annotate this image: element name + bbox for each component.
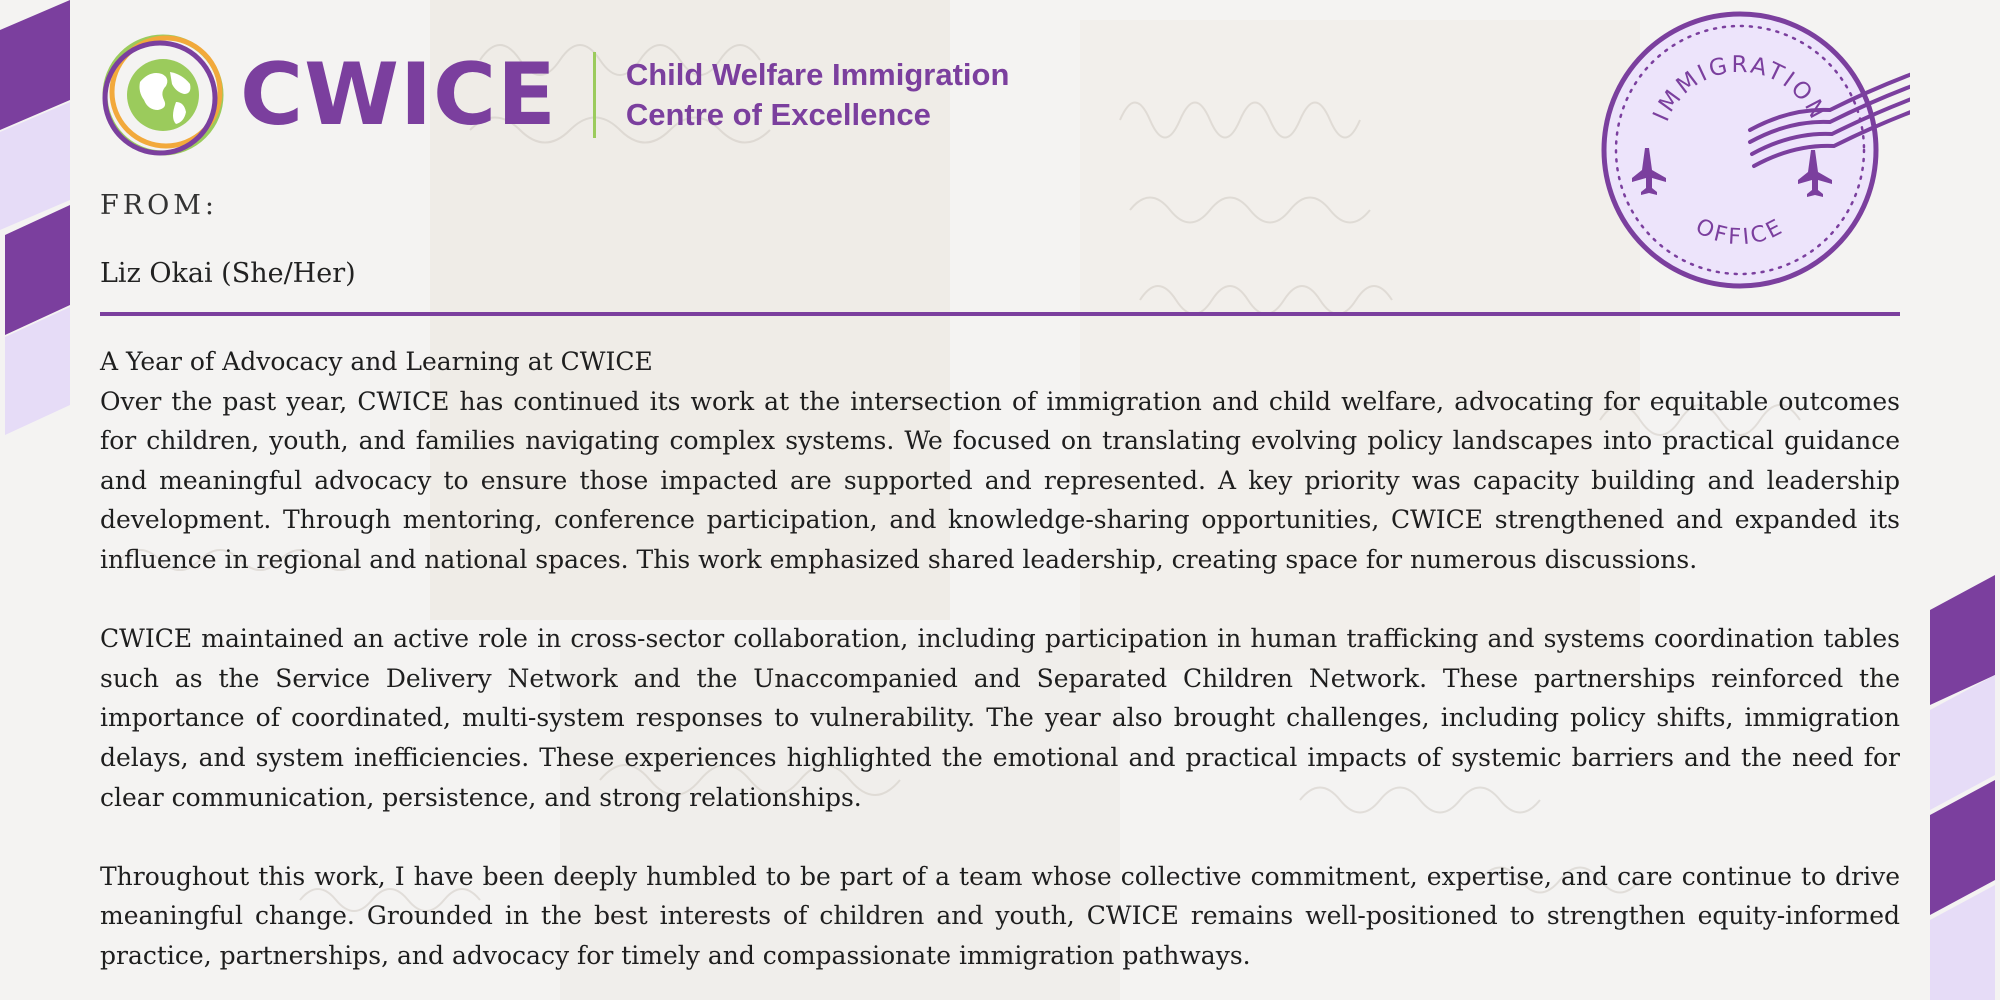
letter-paragraph: CWICE maintained an active role in cross-sector collaboration, including participation in human trafficking and systems coordination tables such as the Service Delivery Network and the Unaccompanied and Separated Children Network. These partnerships reinforced the importance of coordinated, multi-system responses to vulnerability. The year also brought challenges, including policy shifts, immigration delays, and system inefficiencies. These experiences highlighted the emotional and practical impacts of systemic barriers and the need for clear communication, persistence, and strong relationships. (100, 624, 1900, 812)
header-divider (100, 312, 1900, 316)
cwice-logo (100, 30, 1009, 160)
sender-name: Liz Okai (She/Her) (100, 258, 356, 289)
globe-icon (100, 32, 226, 158)
logo-subtitle-line1: Child Welfare Immigration (625, 57, 1010, 93)
letter-body (100, 342, 1900, 976)
right-stripe-decoration (1925, 575, 2000, 1000)
left-stripe-decoration (0, 0, 70, 440)
letter-heading: A Year of Advocacy and Learning at CWICE (100, 347, 653, 376)
stamp-bottom-text: OFFICE (1691, 214, 1789, 251)
logo-divider (593, 52, 596, 138)
letter-paragraph: Over the past year, CWICE has continued its work at the intersection of immigration and child welfare, advocating for equitable outcomes for children, youth, and families navigating complex systems. We focused on translating evolving policy landscapes into practical guidance and meaningful advocacy to ensure those impacted are supported and represented. A key priority was capacity building and leadership development. Through mentoring, conference participation, and knowledge-sharing opportunities, CWICE strengthened and expanded its influence in regional and national spaces. This work emphasized shared leadership, creating space for numerous discussions. (100, 386, 1900, 574)
logo-acronym: CWICE (240, 45, 557, 145)
from-label: FROM: (100, 190, 218, 221)
logo-subtitle (626, 55, 1010, 134)
immigration-office-stamp (1570, 10, 1910, 295)
letter-paragraph: Throughout this work, I have been deeply humbled to be part of a team whose collective commitment, expertise, and care continue to drive meaningful change. Grounded in the best interests of children and youth, CWICE remains well-positioned to strengthen equity-informed practice, partnerships, and advocacy for timely and compassionate immigration pathways. (100, 861, 1900, 970)
logo-subtitle-line2: Centre of Excellence (625, 97, 931, 132)
stamp-top-text: IMMIGRATION (1648, 51, 1832, 126)
